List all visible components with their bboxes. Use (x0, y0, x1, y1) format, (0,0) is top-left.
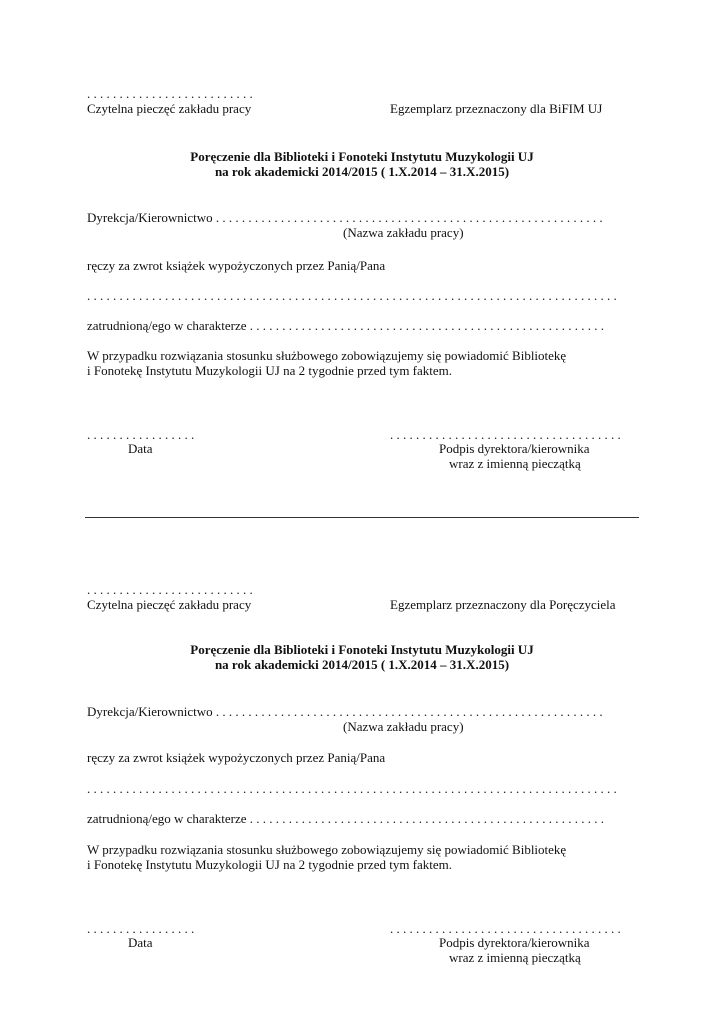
cut-line-divider (85, 517, 639, 518)
date-label: Data (128, 441, 153, 456)
borrower-name-dots: . . . . . . . . . . . . . . . . . . . . . . . . . . . . . . . . . . . . . . . . . . . . . . . . . . . . . . . . . . . . . . . . . . . . . . . . . . . . . . . . . . (87, 781, 617, 796)
notice-line1: W przypadku rozwiązania stosunku służbowego zobowiązujemy się powiadomić Bibliotekę (87, 348, 567, 363)
copy-label: Egzemplarz przeznaczony dla Poręczyciela (390, 597, 616, 612)
date-label: Data (128, 935, 153, 950)
form-title-line2: na rok akademicki 2014/2015 ( 1.X.2014 – 31.X.2015) (214, 657, 510, 672)
notice-line2: i Fonotekę Instytutu Muzykologii UJ na 2 tygodnie przed tym faktem. (87, 363, 453, 378)
form-title-line1: Poręczenie dla Biblioteki i Fonoteki Instytutu Muzykologii UJ (190, 642, 534, 657)
signature-dots: . . . . . . . . . . . . . . . . . . . . . . . . . . . . . . . . . . . . (390, 427, 621, 442)
borrower-name-dots: . . . . . . . . . . . . . . . . . . . . . . . . . . . . . . . . . . . . . . . . . . . . . . . . . . . . . . . . . . . . . . . . . . . . . . . . . . . . . . . . . . (87, 288, 617, 303)
form-title-line2: na rok akademicki 2014/2015 ( 1.X.2014 – 31.X.2015) (214, 164, 510, 179)
employed-line: zatrudnioną/ego w charakterze . . . . . . . . . . . . . . . . . . . . . . . . . . . . . . . . . . . . . . . . . . . . . . . . . . . . . . . (87, 318, 605, 333)
guarantee-text: ręczy za zwrot książek wypożyczonych przez Panią/Pana (87, 750, 386, 765)
stamp-dots: . . . . . . . . . . . . . . . . . . . . . . . . . . (87, 86, 253, 101)
workplace-hint: (Nazwa zakładu pracy) (343, 719, 464, 734)
date-dots: . . . . . . . . . . . . . . . . . (87, 427, 195, 442)
stamp-label: Czytelna pieczęć zakładu pracy (87, 597, 252, 612)
signature-dots: . . . . . . . . . . . . . . . . . . . . . . . . . . . . . . . . . . . . (390, 921, 621, 936)
copy-label: Egzemplarz przeznaczony dla BiFIM UJ (390, 101, 603, 116)
signature-label: Podpis dyrektora/kierownika (439, 441, 590, 456)
date-dots: . . . . . . . . . . . . . . . . . (87, 921, 195, 936)
employed-line: zatrudnioną/ego w charakterze . . . . . . . . . . . . . . . . . . . . . . . . . . . . . . . . . . . . . . . . . . . . . . . . . . . . . . . (87, 811, 605, 826)
stamp-label: Czytelna pieczęć zakładu pracy (87, 101, 252, 116)
stamp-dots: . . . . . . . . . . . . . . . . . . . . . . . . . . (87, 582, 253, 597)
directorate-line: Dyrekcja/Kierownictwo . . . . . . . . . . . . . . . . . . . . . . . . . . . . . . . . . . . . . . . . . . . . . . . . . . . . . . . . . . . . (87, 210, 603, 225)
form-title-line1: Poręczenie dla Biblioteki i Fonoteki Instytutu Muzykologii UJ (190, 149, 534, 164)
signature-stamp-label: wraz z imienną pieczątką (449, 456, 581, 471)
workplace-hint: (Nazwa zakładu pracy) (343, 225, 464, 240)
directorate-line: Dyrekcja/Kierownictwo . . . . . . . . . . . . . . . . . . . . . . . . . . . . . . . . . . . . . . . . . . . . . . . . . . . . . . . . . . . . (87, 704, 603, 719)
signature-label: Podpis dyrektora/kierownika (439, 935, 590, 950)
notice-line2: i Fonotekę Instytutu Muzykologii UJ na 2 tygodnie przed tym faktem. (87, 857, 453, 872)
guarantee-text: ręczy za zwrot książek wypożyczonych przez Panią/Pana (87, 258, 386, 273)
notice-line1: W przypadku rozwiązania stosunku służbowego zobowiązujemy się powiadomić Bibliotekę (87, 842, 567, 857)
signature-stamp-label: wraz z imienną pieczątką (449, 950, 581, 965)
